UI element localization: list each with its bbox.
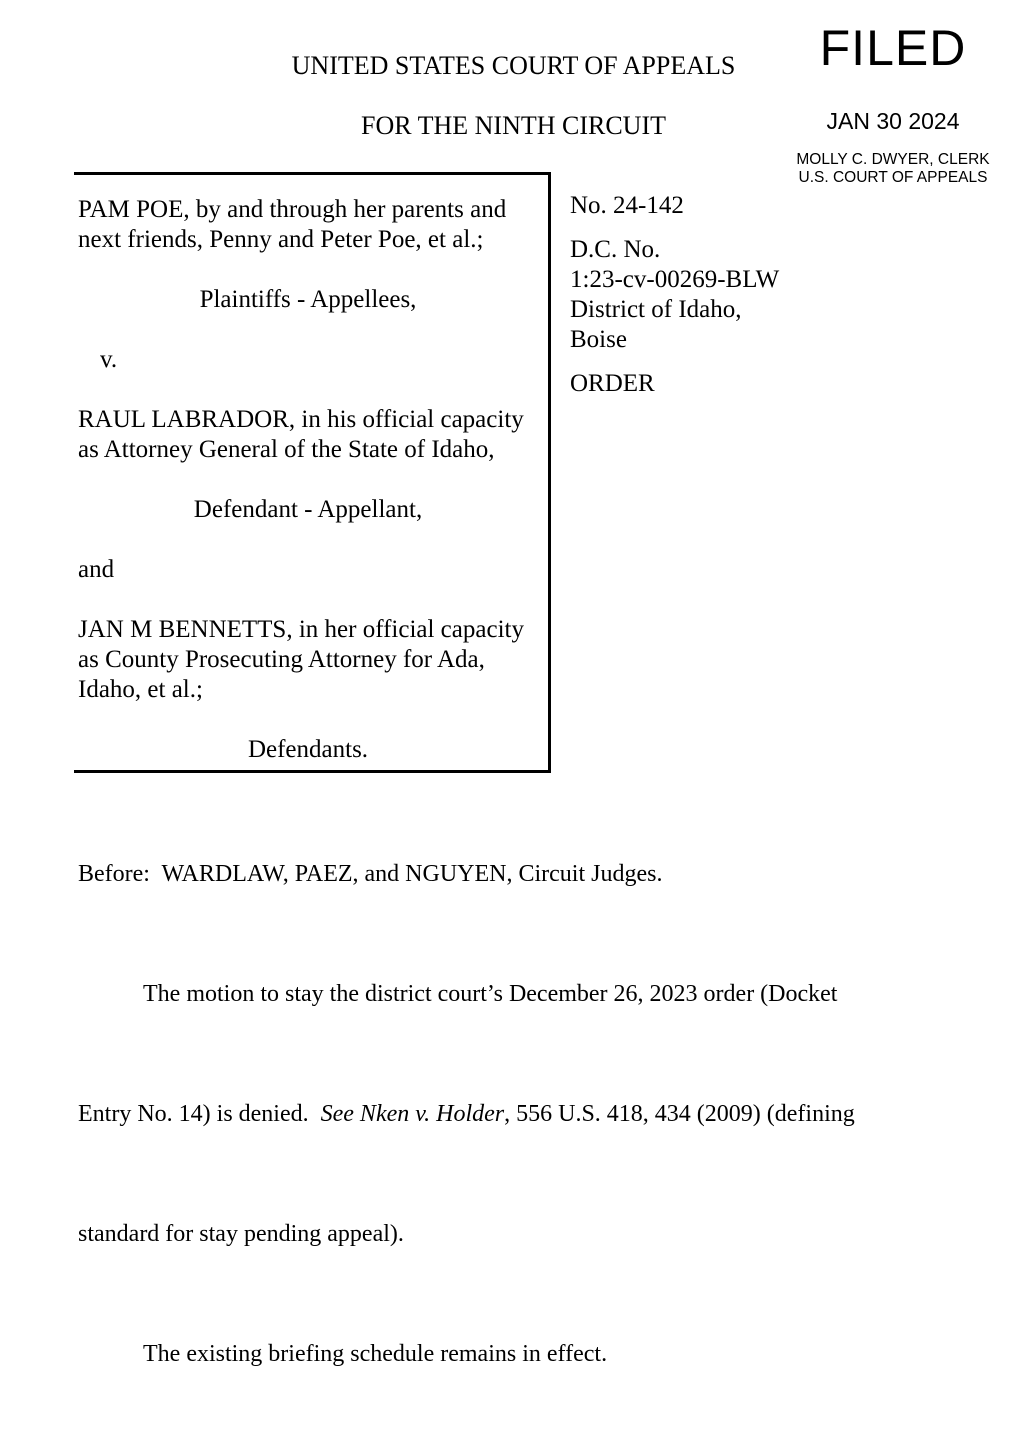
filed-stamp — [770, 22, 1016, 187]
order-text: , 556 U.S. 418, 434 (2009) (defining — [504, 1101, 855, 1127]
filed-date: JAN 30 2024 — [826, 108, 960, 134]
defendant1-role: Defendant - Appellant, — [193, 496, 423, 523]
order-text: Entry No. 14) is denied. — [78, 1101, 321, 1127]
case-citation: See Nken v. Holder — [320, 1101, 505, 1127]
defendant2-name-line: as County Prosecuting Attorney for Ada, — [78, 646, 485, 673]
versus-label: v. — [100, 346, 118, 373]
plaintiff-name-line: next friends, Penny and Peter Poe, et al.; — [78, 226, 484, 253]
panel-line: Before: WARDLAW, PAEZ, and NGUYEN, Circuit Judges. — [78, 861, 663, 887]
defendant1-name-line: as Attorney General of the State of Idaho, — [78, 436, 495, 463]
plaintiff-name-line: PAM POE, by and through her parents and — [78, 196, 507, 223]
order-paragraph-line: The motion to stay the district court’s December 26, 2023 order (Docket — [143, 981, 838, 1007]
filed-label: FILED — [819, 20, 967, 76]
defendant1-name-line: RAUL LABRADOR, in his official capacity — [78, 406, 524, 433]
order-paragraph-line — [78, 1099, 1018, 1129]
defendant2-name-line: JAN M BENNETTS, in her official capacity — [78, 616, 524, 643]
order-body — [78, 799, 1018, 1429]
dc-number: 1:23-cv-00269-BLW — [570, 266, 780, 293]
appeal-number: No. 24-142 — [570, 192, 684, 219]
document-type-label: ORDER — [570, 370, 655, 397]
case-info-column — [570, 191, 1000, 399]
defendant2-name-line: Idaho, et al.; — [78, 676, 203, 703]
dc-city: Boise — [570, 326, 627, 353]
connector-label: and — [78, 556, 115, 583]
dc-number-label: D.C. No. — [570, 236, 661, 263]
plaintiff-role: Plaintiffs - Appellees, — [199, 286, 417, 313]
case-caption-box — [74, 172, 551, 773]
order-paragraph-line: standard for stay pending appeal). — [78, 1221, 404, 1247]
circuit-name: FOR THE NINTH CIRCUIT — [360, 111, 667, 140]
order-paragraph-line: The existing briefing schedule remains in effect. — [143, 1341, 608, 1367]
clerk-name: MOLLY C. DWYER, CLERK — [796, 151, 990, 168]
defendant2-role: Defendants. — [247, 736, 369, 763]
dc-district: District of Idaho, — [570, 296, 742, 323]
court-name: UNITED STATES COURT OF APPEALS — [291, 51, 736, 80]
clerk-office: U.S. COURT OF APPEALS — [798, 169, 988, 186]
